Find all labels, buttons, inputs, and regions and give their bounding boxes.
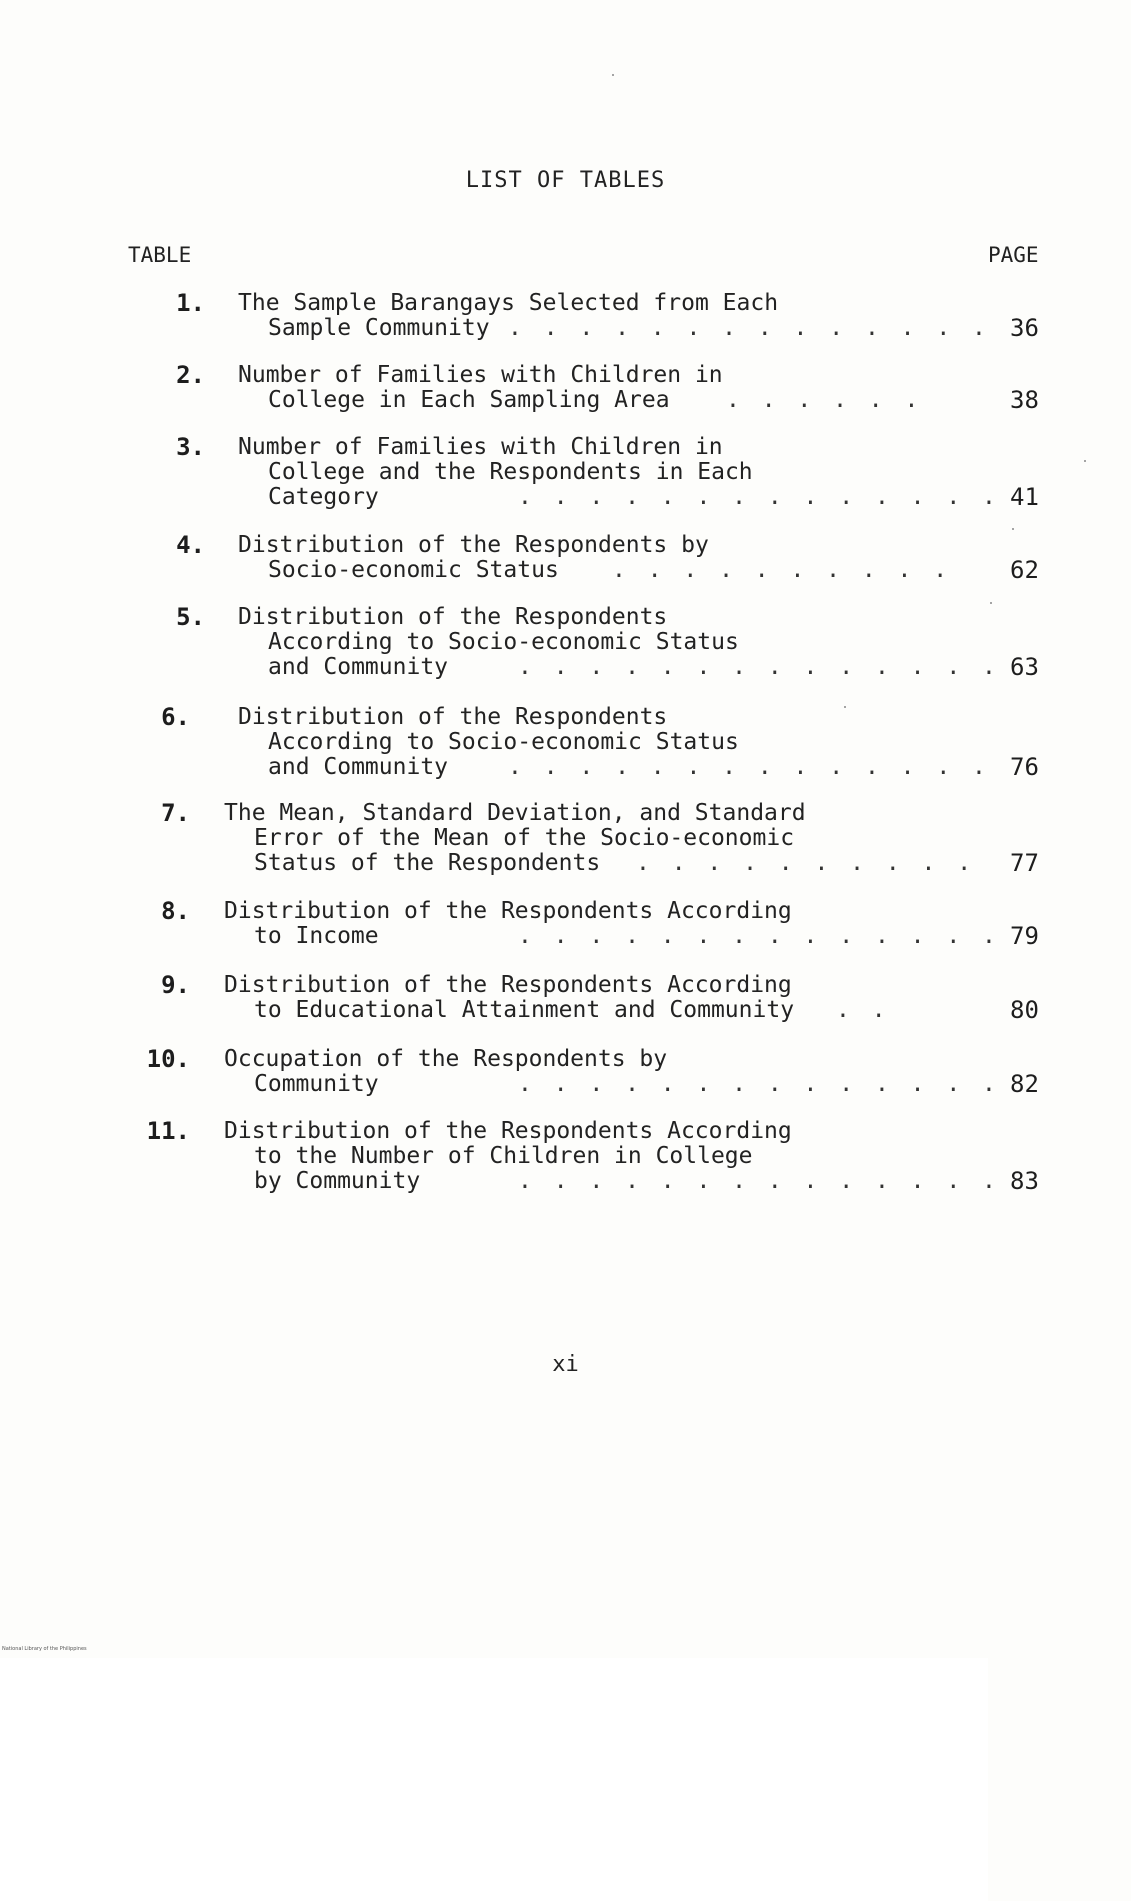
page-reference: 77 — [1010, 849, 1039, 877]
column-header-page: PAGE — [988, 243, 1131, 1901]
table-title-line: College and the Respondents in Each — [268, 459, 753, 485]
scan-speck — [844, 706, 846, 708]
table-title-line: by Community — [254, 1168, 421, 1194]
page-reference: 82 — [1010, 1070, 1039, 1098]
dot-leader: . . . . . . . . . . . . . . — [518, 654, 1000, 680]
table-number: 10. — [146, 1045, 190, 1073]
table-number: 2. — [176, 361, 205, 389]
dot-leader: . . . . . . — [726, 387, 923, 413]
table-title-line: The Mean, Standard Deviation, and Standard — [224, 800, 806, 826]
table-number: 11. — [146, 1117, 190, 1145]
table-number: 4. — [176, 531, 205, 559]
table-title-line: and Community — [268, 754, 449, 780]
table-title-line: Distribution of the Respondents — [238, 604, 668, 630]
dot-leader: . . . . . . . . . . . . . . — [508, 754, 990, 780]
page-title: LIST OF TABLES — [465, 168, 666, 193]
table-title-line: College in Each Sampling Area — [268, 387, 670, 413]
scan-speck — [612, 74, 614, 76]
dot-leader: . . . . . . . . . . . . . . — [518, 1071, 1000, 1097]
table-title-line: Number of Families with Children in — [238, 362, 723, 388]
table-number: 6. — [161, 703, 190, 731]
table-title-line: Error of the Mean of the Socio-economic — [254, 825, 795, 851]
table-title-line: and Community — [268, 654, 449, 680]
table-number: 5. — [176, 603, 205, 631]
dot-leader: . . . . . . . . . . — [612, 557, 952, 583]
dot-leader: . . . . . . . . . . — [636, 850, 976, 876]
table-title-line: Distribution of the Respondents According — [224, 1118, 792, 1144]
table-number: 1. — [176, 289, 205, 317]
scan-speck — [990, 602, 992, 604]
table-number: 9. — [161, 971, 190, 999]
dot-leader: . . . . . . . . . . . . . . — [518, 923, 1000, 949]
table-title-line: The Sample Barangays Selected from Each — [238, 290, 779, 316]
table-title-line: Category — [268, 484, 379, 510]
table-title-line: Sample Community — [268, 315, 490, 341]
table-title-line: Number of Families with Children in — [238, 434, 723, 460]
table-title-line: Distribution of the Respondents According — [224, 972, 792, 998]
table-title-line: to Income — [254, 923, 379, 949]
table-title-line: According to Socio-economic Status — [268, 729, 739, 755]
table-title-line: Occupation of the Respondents by — [224, 1046, 668, 1072]
page-number-folio: xi — [552, 1352, 579, 1377]
table-title-line: Socio-economic Status — [268, 557, 559, 583]
scan-speck — [1084, 460, 1086, 462]
page-reference: 80 — [1010, 996, 1039, 1024]
page-reference: 38 — [1010, 386, 1039, 414]
dot-leader: . . . . . . . . . . . . . . — [518, 484, 1000, 510]
page-reference: 41 — [1010, 483, 1039, 511]
dot-leader: . . . . . . . . . . . . . . — [518, 1168, 1000, 1194]
table-title-line: Status of the Respondents — [254, 850, 601, 876]
scan-speck — [1012, 528, 1014, 530]
table-title-line: Distribution of the Respondents — [238, 704, 668, 730]
table-title-line: to the Number of Children in College — [254, 1143, 753, 1169]
table-number: 3. — [176, 433, 205, 461]
page-reference: 62 — [1010, 556, 1039, 584]
table-title-line: Distribution of the Respondents by — [238, 532, 709, 558]
page-reference: 36 — [1010, 314, 1039, 342]
table-number: 7. — [161, 799, 190, 827]
table-title-line: Distribution of the Respondents According — [224, 898, 792, 924]
page-reference: 63 — [1010, 653, 1039, 681]
page-reference: 83 — [1010, 1167, 1039, 1195]
table-title-line: Community — [254, 1071, 379, 1097]
table-title-line: to Educational Attainment and Community — [254, 997, 795, 1023]
dot-leader: . . . . . . . . . . . . . . — [508, 315, 990, 341]
table-title-line: According to Socio-economic Status — [268, 629, 739, 655]
table-number: 8. — [161, 897, 190, 925]
library-footer-stamp: National Library of the Philippines — [2, 1646, 87, 1652]
dot-leader: . . — [836, 997, 890, 1023]
column-header-table: TABLE — [128, 243, 192, 267]
page-reference: 76 — [1010, 753, 1039, 781]
page-reference: 79 — [1010, 922, 1039, 950]
